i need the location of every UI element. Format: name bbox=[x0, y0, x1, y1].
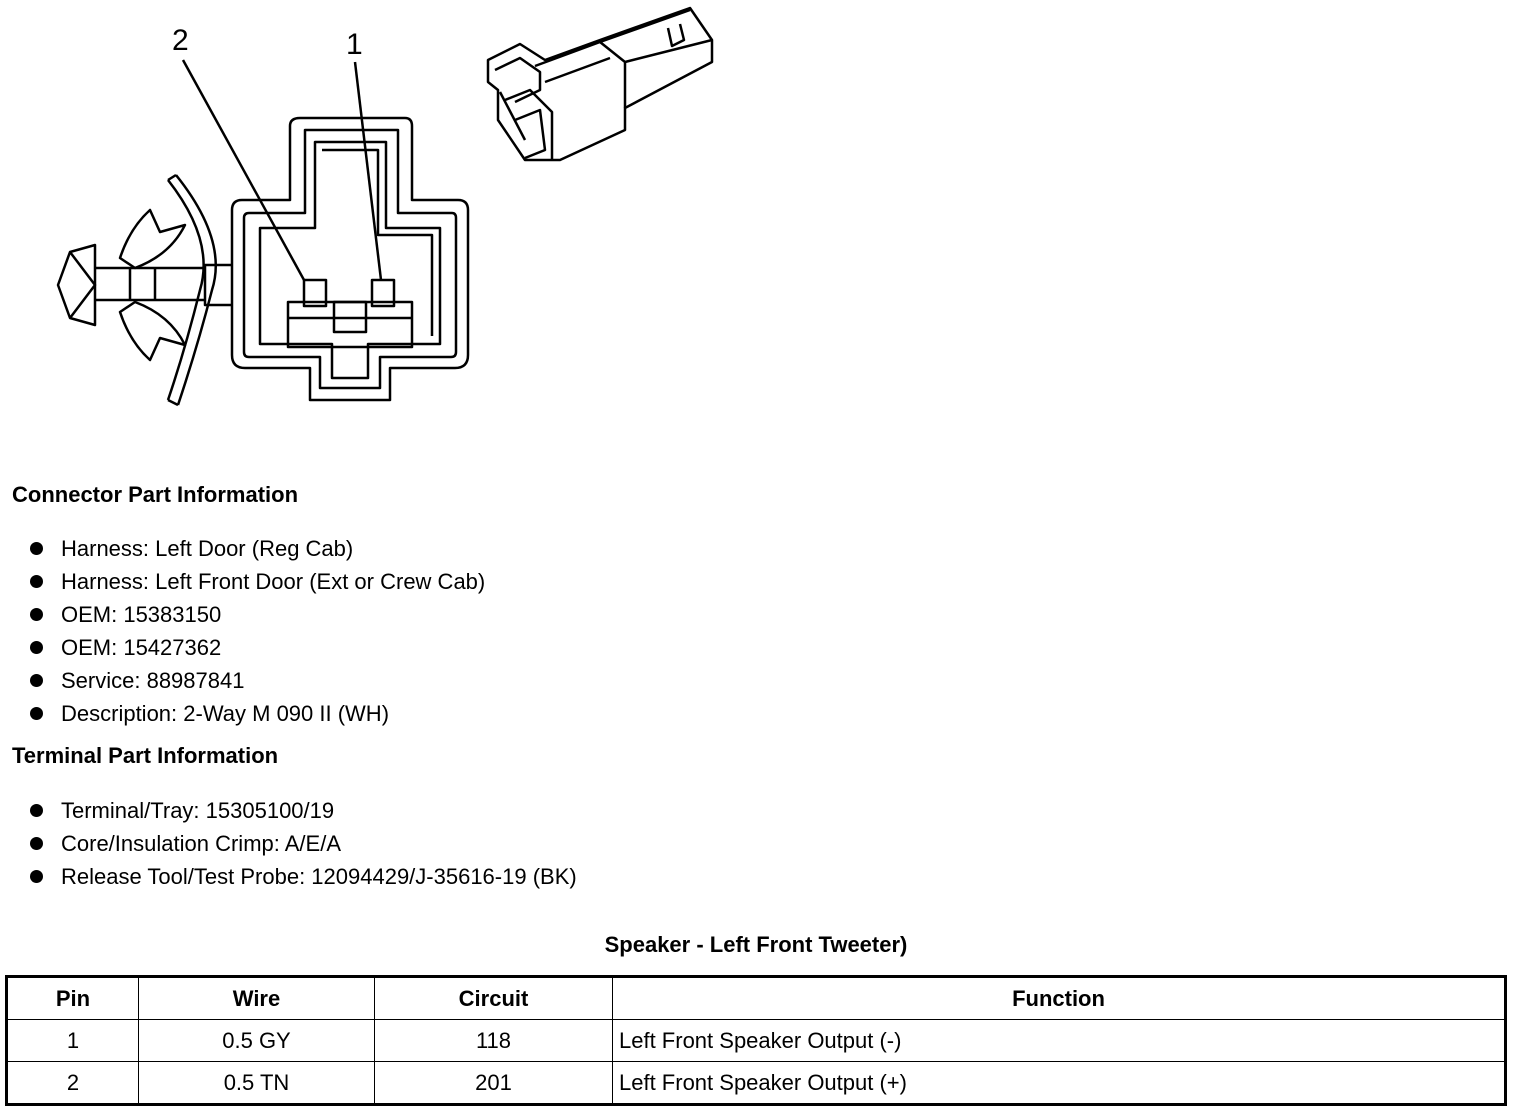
bullet-icon bbox=[30, 804, 43, 817]
pin-cell: 1 bbox=[7, 1020, 139, 1062]
bullet-icon bbox=[30, 837, 43, 850]
bullet-icon bbox=[30, 608, 43, 621]
list-item: OEM: 15383150 bbox=[28, 598, 485, 631]
bullet-icon bbox=[30, 870, 43, 883]
bullet-icon bbox=[30, 575, 43, 588]
bullet-icon bbox=[30, 707, 43, 720]
connector-part-info-heading: Connector Part Information bbox=[12, 482, 299, 507]
column-header-wire: Wire bbox=[139, 977, 375, 1020]
bullet-icon bbox=[30, 674, 43, 687]
wire-cell: 0.5 GY bbox=[139, 1020, 375, 1062]
pin-2-callout: 2 bbox=[172, 24, 189, 57]
column-header-circuit: Circuit bbox=[375, 977, 613, 1020]
bullet-icon bbox=[30, 542, 43, 555]
connector-part-info-list bbox=[28, 532, 485, 730]
list-item: Core/Insulation Crimp: A/E/A bbox=[28, 827, 577, 860]
column-header-function: Function bbox=[613, 977, 1506, 1020]
list-item: Description: 2-Way M 090 II (WH) bbox=[28, 697, 485, 730]
table-header-row bbox=[7, 977, 1506, 1020]
function-cell: Left Front Speaker Output (-) bbox=[613, 1020, 1506, 1062]
terminal-part-info-heading: Terminal Part Information bbox=[12, 743, 279, 768]
list-item: Harness: Left Front Door (Ext or Crew Cab) bbox=[28, 565, 485, 598]
list-item: Service: 88987841 bbox=[28, 664, 485, 697]
pin-1-callout: 1 bbox=[346, 28, 363, 61]
list-item: Release Tool/Test Probe: 12094429/J-35616-19 (BK) bbox=[28, 860, 577, 893]
pinout-table-title: Speaker - Left Front Tweeter) bbox=[604, 932, 908, 957]
column-header-pin: Pin bbox=[7, 977, 139, 1020]
connector-diagram bbox=[0, 0, 740, 420]
function-cell: Left Front Speaker Output (+) bbox=[613, 1062, 1506, 1105]
terminal-part-info-list bbox=[28, 794, 577, 893]
bullet-icon bbox=[30, 641, 43, 654]
connector-isometric-view bbox=[488, 8, 712, 160]
wire-cell: 0.5 TN bbox=[139, 1062, 375, 1105]
table-row bbox=[7, 1062, 1506, 1105]
pin-cell: 2 bbox=[7, 1062, 139, 1105]
pinout-table bbox=[5, 975, 1507, 1106]
list-item: OEM: 15427362 bbox=[28, 631, 485, 664]
circuit-cell: 201 bbox=[375, 1062, 613, 1105]
connector-face-view bbox=[58, 60, 468, 405]
list-item: Terminal/Tray: 15305100/19 bbox=[28, 794, 577, 827]
list-item: Harness: Left Door (Reg Cab) bbox=[28, 532, 485, 565]
table-row bbox=[7, 1020, 1506, 1062]
circuit-cell: 118 bbox=[375, 1020, 613, 1062]
